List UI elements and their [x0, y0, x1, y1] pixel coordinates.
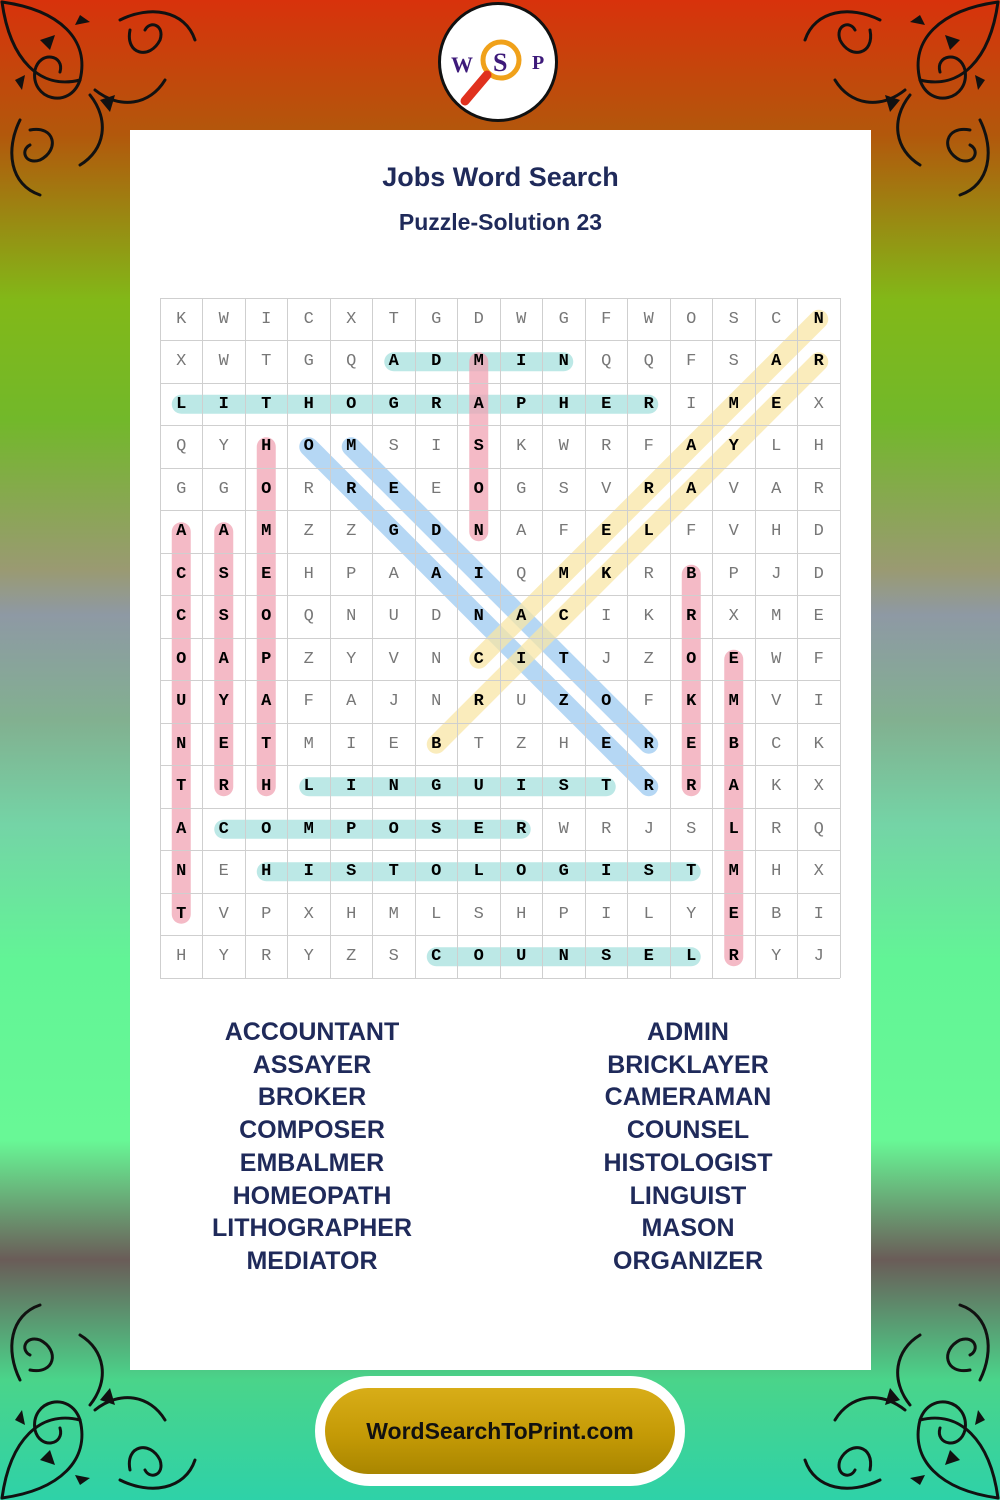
page-title: Jobs Word Search [382, 162, 619, 192]
grid-cell[interactable]: V [388, 649, 399, 669]
grid-cell[interactable]: M [771, 607, 782, 627]
grid-cell[interactable]: X [176, 352, 187, 372]
grid-cell[interactable]: H [558, 394, 569, 414]
grid-cell[interactable]: D [473, 309, 484, 329]
grid-cell[interactable]: F [686, 522, 697, 542]
grid-cell[interactable]: Z [303, 522, 314, 542]
grid-cell[interactable]: R [686, 777, 697, 797]
grid-cell[interactable]: W [218, 309, 229, 329]
word-list-item: EMBALMER [239, 1148, 385, 1177]
grid-cell[interactable]: L [643, 904, 654, 924]
grid-cell[interactable]: T [176, 904, 187, 924]
grid-cell[interactable]: A [686, 479, 697, 499]
grid-cell[interactable]: I [516, 777, 527, 797]
grid-cell[interactable]: N [473, 607, 484, 627]
grid-cell[interactable]: O [601, 692, 612, 712]
grid-cell[interactable]: A [516, 607, 527, 627]
grid-cell[interactable]: V [728, 479, 739, 499]
grid-cell[interactable]: N [176, 862, 187, 882]
grid-cell[interactable]: I [601, 862, 612, 882]
grid-cell[interactable]: I [346, 777, 357, 797]
grid-cell[interactable]: D [431, 522, 442, 542]
grid-cell[interactable]: E [473, 819, 484, 839]
grid-cell[interactable]: R [473, 692, 484, 712]
grid-cell[interactable]: A [346, 692, 357, 712]
grid-cell[interactable]: I [813, 692, 824, 712]
grid-cell[interactable]: J [643, 819, 654, 839]
grid-cell[interactable]: B [771, 904, 782, 924]
grid-cell[interactable]: O [176, 649, 187, 669]
grid-cell[interactable]: I [346, 734, 357, 754]
grid-cell[interactable]: L [176, 394, 187, 414]
grid-cell[interactable]: R [601, 819, 612, 839]
grid-cell[interactable]: R [643, 734, 654, 754]
grid-cell[interactable]: X [813, 394, 824, 414]
grid-cell[interactable]: W [558, 437, 569, 457]
grid-cell[interactable]: N [431, 649, 442, 669]
grid-cell[interactable]: A [176, 522, 187, 542]
grid-cell[interactable]: N [431, 692, 442, 712]
grid-cell[interactable]: R [431, 394, 442, 414]
grid-cell[interactable]: A [218, 649, 229, 669]
grid-cell[interactable]: C [771, 734, 782, 754]
grid-cell[interactable]: G [516, 479, 527, 499]
grid-cell[interactable]: Y [218, 692, 229, 712]
grid-cell[interactable]: A [388, 352, 399, 372]
grid-cell[interactable]: M [728, 394, 739, 414]
grid-cell[interactable]: Y [686, 904, 697, 924]
grid-cell[interactable]: Q [813, 819, 824, 839]
grid-cell[interactable]: J [813, 947, 824, 967]
grid-cell[interactable]: Q [176, 437, 187, 457]
grid-cell[interactable]: C [218, 819, 229, 839]
grid-cell[interactable]: U [516, 947, 527, 967]
grid-cell[interactable]: T [473, 734, 484, 754]
grid-cell[interactable]: T [261, 394, 272, 414]
grid-cell[interactable]: R [261, 947, 272, 967]
grid-cell[interactable]: A [431, 564, 442, 584]
grid-cell[interactable]: E [643, 947, 654, 967]
grid-cell[interactable]: J [601, 649, 612, 669]
grid-cell[interactable]: Q [643, 352, 654, 372]
grid-cell[interactable]: H [303, 564, 314, 584]
grid-cell[interactable]: G [176, 479, 187, 499]
grid-cell[interactable]: H [303, 394, 314, 414]
grid-cell[interactable]: G [431, 777, 442, 797]
grid-cell[interactable]: F [813, 649, 824, 669]
word-list-item: MEDIATOR [246, 1246, 378, 1275]
grid-cell[interactable]: T [388, 309, 399, 329]
grid-cell[interactable]: K [643, 607, 654, 627]
grid-cell[interactable]: S [388, 947, 399, 967]
grid-cell[interactable]: U [473, 777, 484, 797]
grid-cell[interactable]: Y [218, 947, 229, 967]
grid-cell[interactable]: A [218, 522, 229, 542]
grid-cell[interactable]: M [558, 564, 569, 584]
grid-cell[interactable]: K [771, 777, 782, 797]
grid-cell[interactable]: R [303, 479, 314, 499]
word-list-item: ORGANIZER [613, 1246, 763, 1275]
grid-cell[interactable]: M [261, 522, 272, 542]
grid-cell[interactable]: N [388, 777, 399, 797]
grid-cell[interactable]: E [686, 734, 697, 754]
grid-cell[interactable]: K [813, 734, 824, 754]
grid-cell[interactable]: R [516, 819, 527, 839]
grid-cell[interactable]: L [473, 862, 484, 882]
word-list-item: HOMEOPATH [232, 1181, 392, 1210]
grid-cell[interactable]: Z [346, 947, 357, 967]
grid-cell[interactable]: O [261, 819, 272, 839]
grid-cell[interactable]: Z [303, 649, 314, 669]
grid-cell[interactable]: R [218, 777, 229, 797]
grid-cell[interactable]: R [643, 479, 654, 499]
grid-cell[interactable]: H [771, 862, 782, 882]
grid-cell[interactable]: E [601, 734, 612, 754]
grid-cell[interactable]: S [686, 819, 697, 839]
word-list-item: ADMIN [647, 1018, 729, 1046]
grid-cell[interactable]: C [303, 309, 314, 329]
grid-cell[interactable]: Z [516, 734, 527, 754]
grid-cell[interactable]: I [431, 437, 442, 457]
grid-cell[interactable]: K [516, 437, 527, 457]
word-list-item: LITHOGRAPHER [212, 1214, 412, 1243]
grid-cell[interactable]: X [813, 862, 824, 882]
grid-cell[interactable]: I [813, 904, 824, 924]
page-subtitle: Puzzle-Solution 23 [398, 209, 603, 235]
grid-cell[interactable]: G [303, 352, 314, 372]
grid-cell[interactable]: S [643, 862, 654, 882]
grid-cell[interactable]: H [346, 904, 357, 924]
grid-cell[interactable]: T [686, 862, 697, 882]
grid-cell[interactable]: E [813, 607, 824, 627]
grid-cell[interactable]: V [601, 479, 612, 499]
grid-cell[interactable]: H [813, 437, 824, 457]
grid-cell[interactable]: I [516, 352, 527, 372]
logo-letter: S [493, 48, 508, 77]
grid-cell[interactable]: L [303, 777, 314, 797]
word-list-item: HISTOLOGIST [603, 1148, 773, 1177]
grid-cell[interactable]: S [218, 564, 229, 584]
grid-cell[interactable]: Y [771, 947, 782, 967]
grid-cell[interactable]: X [728, 607, 739, 627]
grid-cell[interactable]: E [261, 564, 272, 584]
grid-cell[interactable]: L [771, 437, 782, 457]
grid-cell[interactable]: S [728, 309, 739, 329]
grid-cell[interactable]: U [176, 692, 187, 712]
grid-cell[interactable]: Z [558, 692, 569, 712]
wsp-logo[interactable] [438, 2, 558, 122]
grid-cell[interactable]: W [516, 309, 527, 329]
grid-cell[interactable]: I [516, 649, 527, 669]
word-list-item: BROKER [257, 1083, 367, 1112]
grid-cell[interactable]: B [686, 564, 697, 584]
grid-cell[interactable]: G [388, 522, 399, 542]
grid-cell[interactable]: V [218, 904, 229, 924]
grid-cell[interactable]: M [303, 734, 314, 754]
word-list-item: CAMERAMAN [604, 1083, 772, 1112]
grid-cell[interactable]: Y [218, 437, 229, 457]
grid-cell[interactable]: S [473, 437, 484, 457]
grid-cell[interactable]: J [771, 564, 782, 584]
grid-cell[interactable]: R [643, 777, 654, 797]
grid-cell[interactable]: E [431, 479, 442, 499]
word-list-item: MASON [641, 1214, 735, 1243]
word-list-item: ASSAYER [252, 1050, 372, 1079]
grid-cell[interactable]: Y [303, 947, 314, 967]
grid-cell[interactable]: T [558, 649, 569, 669]
grid-cell[interactable]: H [516, 904, 527, 924]
grid-cell[interactable]: U [388, 607, 399, 627]
grid-cell[interactable]: W [643, 309, 654, 329]
grid-cell[interactable]: H [261, 862, 272, 882]
grid-cell[interactable]: S [218, 607, 229, 627]
grid-cell[interactable]: W [218, 352, 229, 372]
grid-cell[interactable]: R [771, 819, 782, 839]
grid-cell[interactable]: K [176, 309, 187, 329]
grid-cell[interactable]: R [686, 607, 697, 627]
grid-cell[interactable]: A [771, 352, 782, 372]
grid-cell[interactable]: T [261, 352, 272, 372]
logo-letter: P [532, 52, 545, 74]
grid-cell[interactable]: L [643, 522, 654, 542]
grid-cell[interactable]: P [261, 649, 272, 669]
grid-cell[interactable]: Z [346, 522, 357, 542]
grid-cell[interactable]: T [176, 777, 187, 797]
grid-cell[interactable]: I [686, 394, 697, 414]
grid-cell[interactable]: S [388, 437, 399, 457]
grid-cell[interactable]: C [431, 947, 442, 967]
grid-cell[interactable]: F [558, 522, 569, 542]
grid-cell[interactable]: O [261, 607, 272, 627]
grid-cell[interactable]: X [303, 904, 314, 924]
grid-cell[interactable]: C [558, 607, 569, 627]
grid-cell[interactable]: P [346, 819, 357, 839]
grid-cell[interactable]: S [728, 352, 739, 372]
grid-cell[interactable]: N [346, 607, 357, 627]
grid-cell[interactable]: C [176, 564, 187, 584]
grid-cell[interactable]: O [686, 649, 697, 669]
grid-cell[interactable]: Q [303, 607, 314, 627]
grid-cell[interactable]: D [813, 522, 824, 542]
grid-cell[interactable]: E [601, 394, 612, 414]
grid-cell[interactable]: D [813, 564, 824, 584]
grid-cell[interactable]: M [728, 862, 739, 882]
grid-cell[interactable]: R [601, 437, 612, 457]
grid-cell[interactable]: Q [516, 564, 527, 584]
grid-cell[interactable]: I [473, 564, 484, 584]
website-link-button[interactable]: WordSearchToPrint.com [325, 1388, 675, 1474]
grid-cell[interactable]: G [558, 862, 569, 882]
grid-cell[interactable]: I [261, 309, 272, 329]
grid-cell[interactable]: P [346, 564, 357, 584]
grid-cell[interactable]: P [728, 564, 739, 584]
grid-cell[interactable]: C [771, 309, 782, 329]
grid-cell[interactable]: R [643, 394, 654, 414]
grid-cell[interactable]: L [686, 947, 697, 967]
grid-cell[interactable]: A [388, 564, 399, 584]
grid-cell[interactable]: I [218, 394, 229, 414]
grid-cell[interactable]: O [431, 862, 442, 882]
grid-cell[interactable]: M [346, 437, 357, 457]
grid-cell[interactable]: N [558, 947, 569, 967]
logo-letter: W [451, 52, 473, 77]
grid-cell[interactable]: P [261, 904, 272, 924]
grid-cell[interactable]: E [771, 394, 782, 414]
grid-cell[interactable]: Z [643, 649, 654, 669]
letter-grid [160, 298, 840, 978]
grid-cell[interactable]: J [388, 692, 399, 712]
grid-cell[interactable]: E [218, 862, 229, 882]
grid-cell[interactable]: Y [346, 649, 357, 669]
grid-cell[interactable]: F [643, 692, 654, 712]
grid-cell[interactable]: S [473, 904, 484, 924]
grid-cell[interactable]: A [728, 777, 739, 797]
word-list-item: COUNSEL [626, 1116, 750, 1145]
grid-cell[interactable]: E [601, 522, 612, 542]
grid-cell[interactable]: S [558, 777, 569, 797]
grid-cell[interactable]: E [728, 649, 739, 669]
grid-cell[interactable]: D [431, 607, 442, 627]
word-list-item: LINGUIST [629, 1181, 747, 1210]
grid-cell[interactable]: M [303, 819, 314, 839]
grid-cell[interactable]: H [558, 734, 569, 754]
grid-cell[interactable]: A [516, 522, 527, 542]
grid-cell[interactable]: M [388, 904, 399, 924]
grid-cell[interactable]: N [558, 352, 569, 372]
grid-cell[interactable]: N [813, 309, 824, 329]
grid-cell[interactable]: A [686, 437, 697, 457]
word-list-item: BRICKLAYER [607, 1050, 769, 1079]
grid-cell[interactable]: L [431, 904, 442, 924]
grid-cell[interactable]: O [261, 479, 272, 499]
grid-cell[interactable]: O [516, 862, 527, 882]
grid-cell[interactable]: C [473, 649, 484, 669]
grid-cell[interactable]: M [473, 352, 484, 372]
grid-cell[interactable]: P [516, 394, 527, 414]
grid-cell[interactable]: F [686, 352, 697, 372]
grid-cell[interactable]: H [261, 777, 272, 797]
grid-cell[interactable]: R [813, 352, 824, 372]
grid-cell[interactable]: U [516, 692, 527, 712]
grid-cell[interactable]: B [728, 734, 739, 754]
grid-cell[interactable]: Y [728, 437, 739, 457]
grid-cell[interactable]: X [346, 309, 357, 329]
word-search-grid [160, 298, 840, 978]
grid-cell[interactable]: S [558, 479, 569, 499]
grid-cell[interactable]: F [303, 692, 314, 712]
grid-cell[interactable]: W [771, 649, 782, 669]
grid-cell[interactable]: R [346, 479, 357, 499]
grid-cell[interactable]: G [388, 394, 399, 414]
grid-cell[interactable]: V [728, 522, 739, 542]
grid-cell[interactable]: O [303, 437, 314, 457]
grid-cell[interactable]: E [388, 479, 399, 499]
grid-cell[interactable]: S [431, 819, 442, 839]
grid-cell[interactable]: B [431, 734, 442, 754]
grid-cell[interactable]: T [388, 862, 399, 882]
grid-cell[interactable]: M [728, 692, 739, 712]
grid-cell[interactable]: K [601, 564, 612, 584]
grid-cell[interactable]: A [176, 819, 187, 839]
grid-cell[interactable]: A [261, 692, 272, 712]
grid-cell[interactable]: F [643, 437, 654, 457]
grid-cell[interactable]: G [558, 309, 569, 329]
grid-cell[interactable]: I [601, 904, 612, 924]
grid-cell[interactable]: I [601, 607, 612, 627]
grid-cell[interactable]: X [813, 777, 824, 797]
grid-cell[interactable]: D [431, 352, 442, 372]
grid-cell[interactable]: Q [346, 352, 357, 372]
grid-cell[interactable]: E [388, 734, 399, 754]
grid-cell[interactable]: L [728, 819, 739, 839]
grid-cell[interactable]: V [771, 692, 782, 712]
grid-cell[interactable]: E [218, 734, 229, 754]
grid-cell[interactable]: R [728, 947, 739, 967]
grid-cell[interactable]: R [643, 564, 654, 584]
grid-cell[interactable]: W [558, 819, 569, 839]
grid-cell[interactable]: N [473, 522, 484, 542]
grid-cell[interactable]: O [473, 947, 484, 967]
grid-cell[interactable]: A [473, 394, 484, 414]
grid-cell[interactable]: N [176, 734, 187, 754]
grid-cell[interactable]: G [218, 479, 229, 499]
grid-cell[interactable]: P [558, 904, 569, 924]
grid-cell[interactable]: H [176, 947, 187, 967]
grid-cell[interactable]: O [473, 479, 484, 499]
grid-cell[interactable]: F [601, 309, 612, 329]
grid-cell[interactable]: Q [601, 352, 612, 372]
grid-cell[interactable]: A [771, 479, 782, 499]
grid-cell[interactable]: O [388, 819, 399, 839]
grid-cell[interactable]: H [771, 522, 782, 542]
grid-cell[interactable]: E [728, 904, 739, 924]
grid-cell[interactable]: H [261, 437, 272, 457]
grid-cell[interactable]: C [176, 607, 187, 627]
grid-cell[interactable]: R [813, 479, 824, 499]
word-list-item: COMPOSER [239, 1116, 385, 1145]
grid-cell[interactable]: G [431, 309, 442, 329]
grid-cell[interactable]: S [601, 947, 612, 967]
grid-cell[interactable]: O [686, 309, 697, 329]
word-list-item: ACCOUNTANT [224, 1018, 400, 1046]
grid-cell[interactable]: K [686, 692, 697, 712]
grid-cell[interactable]: O [346, 394, 357, 414]
grid-cell[interactable]: I [303, 862, 314, 882]
grid-cell[interactable]: T [261, 734, 272, 754]
grid-cell[interactable]: S [346, 862, 357, 882]
grid-cell[interactable]: T [601, 777, 612, 797]
